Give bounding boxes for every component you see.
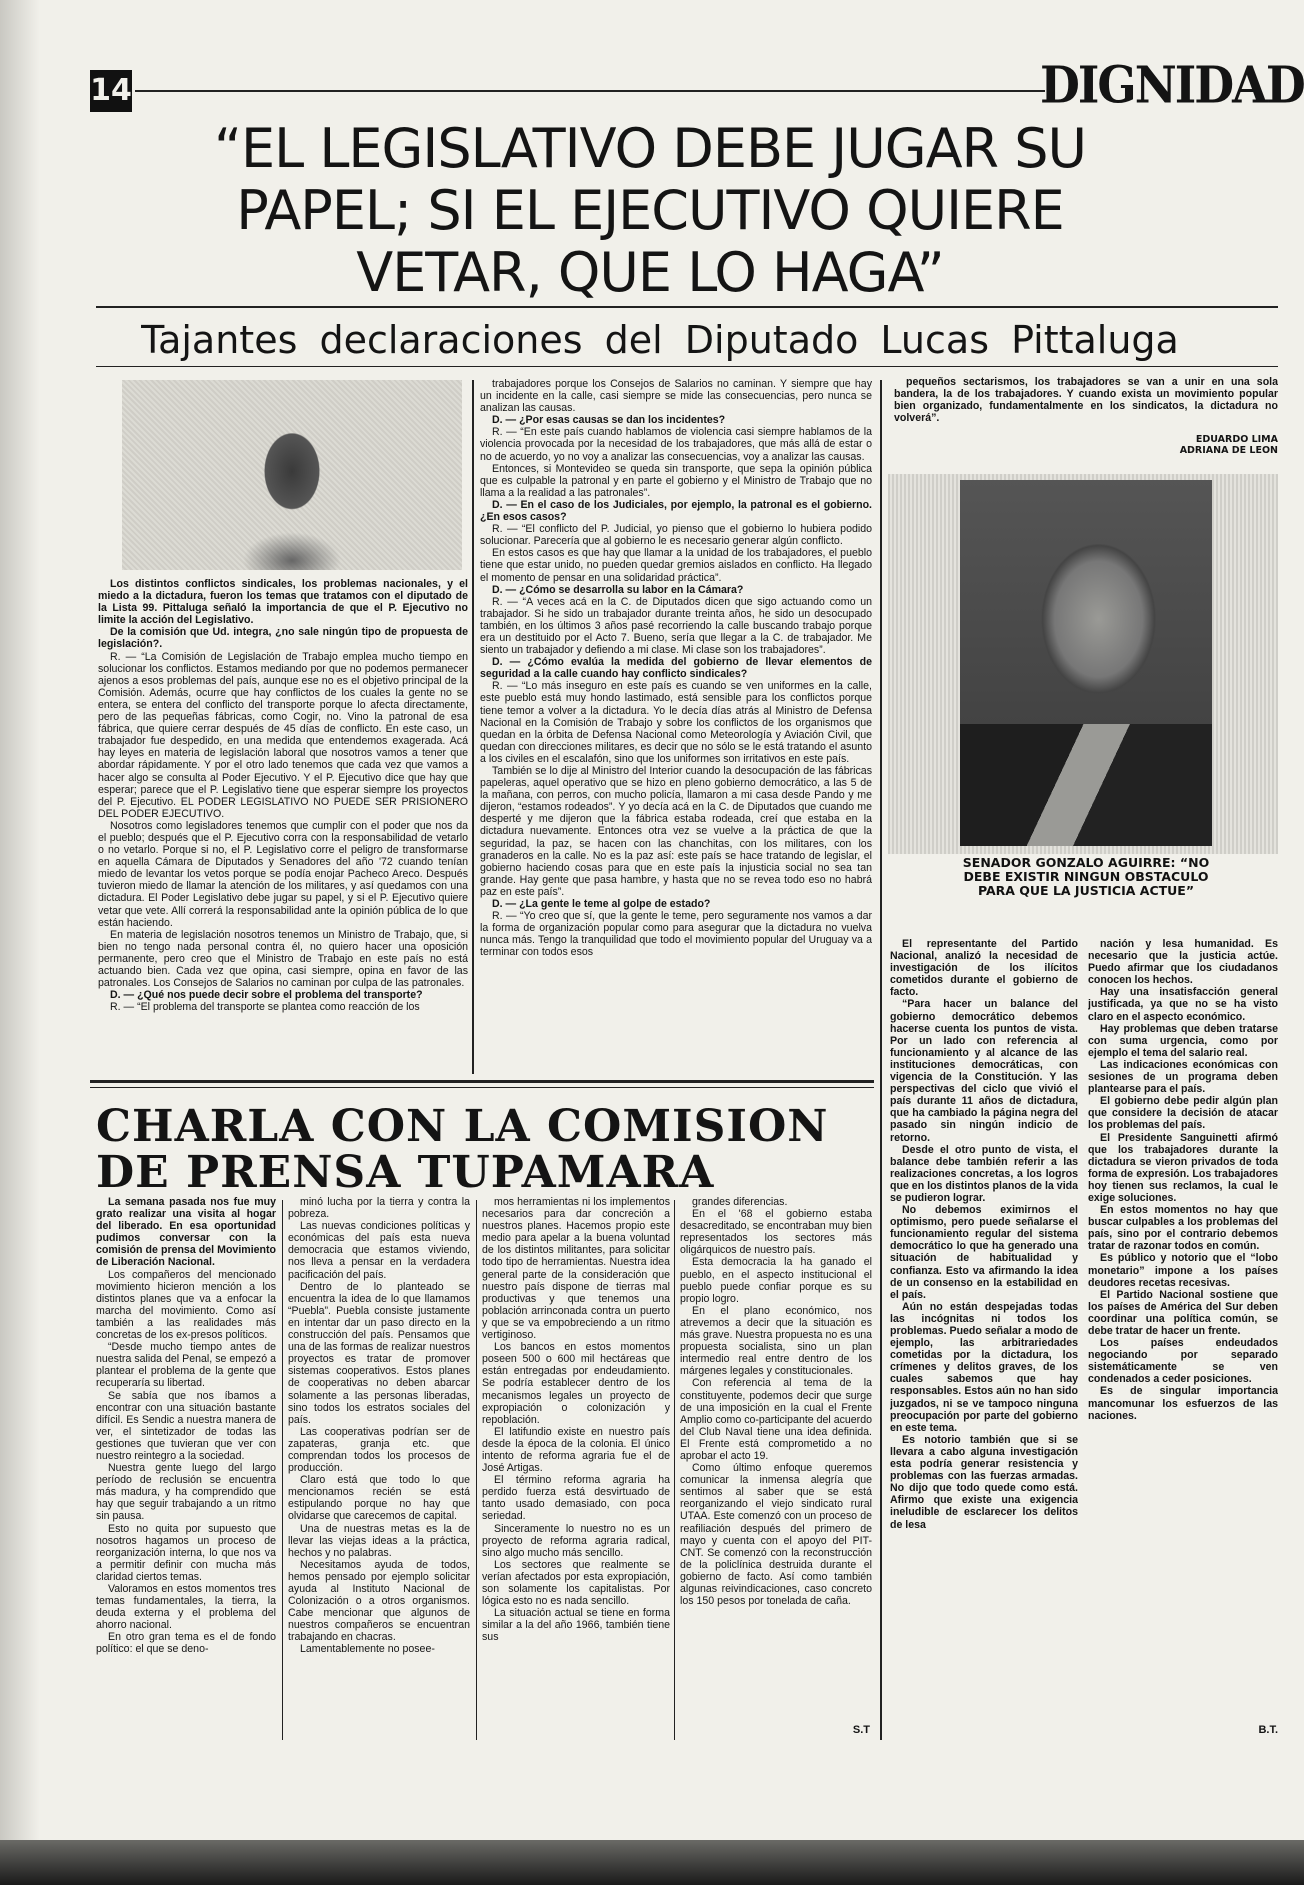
paragraph: Valoramos en estos momentos tres temas fundamentales, la tierra, la deuda externa y el problema del ahorro nacional. [96,1583,276,1632]
column-divider [674,1200,675,1740]
sidebar-column-a [890,938,1078,1740]
column-divider [476,1200,477,1740]
bottom-signature: S.T [852,1724,870,1736]
headline-line: DE PRENSA TUPAMARA [96,1147,715,1198]
headline-line: CHARLA CON LA COMISION [96,1101,829,1152]
paragraph: R. — “En este país cuando hablamos de violencia casi siempre hablamos de la violencia provocada por la necesidad de los trabajadores, que más allá de estar o no de acuerdo, yo no voy a analizar las consecuencias, voy a analizar las causas. [480,426,872,463]
paragraph: Dentro de lo planteado se encuentra la idea de lo que llamamos “Puebla”. Puebla consiste justamente en intentar dar un paso directo en la construcción del país. Pensamos que una de las formas de realizar nuestros proyectos es tratar de promover sistemas cooperativos. Estos planes de cooperativas no deben abarcar solamente a las personas liberadas, sino todos los estratos sociales del país. [288,1280,470,1426]
paragraph: El término reforma agraria ha perdido fuerza está desvirtuado de tanto usado demasiado, con poca seriedad. [482,1474,670,1523]
photo-caption: SENADOR GONZALO AGUIRRE: “NO DEBE EXISTIR NINGUN OBSTACULO PARA QUE LA JUSTICIA ACTUE” [962,855,1210,898]
paragraph: D. — ¿Por esas causas se dan los incidentes? [492,414,726,427]
paragraph: Se sabía que nos íbamos a encontrar con una situación bastante difícil. Es Sendic a nuestra manera de ver, el sintetizador de todas las gestiones que tuvieran que ver con nuestro reintegro a la sociedad. [96,1389,276,1462]
paragraph: R. — “El problema del transporte se plantea como reacción de los [110,1001,420,1014]
header-rule [135,90,1045,92]
byline [1060,434,1278,456]
column-divider [472,380,474,1074]
paragraph: pequeños sectarismos, los trabajadores se van a unir en una sola bandera, la de los trabajadores. Y cuando exista un movimiento popular bien organizado, fundamentalmente en los sindicatos, la dictadura no volverá”. [894,376,1278,425]
headline-line: PAPEL; SI EL EJECUTIVO QUIERE [236,179,1064,242]
paragraph: Hay una insatisfacción general justificada, ya que no se ha visto claro en el aspecto económico. [1088,986,1278,1023]
publication-logo: DIGNIDAD [1040,55,1304,115]
paragraph: Es notorio también que si se llevara a cabo alguna investigación esta podría generar resistencia y problemas con las fuerzas armadas. No dijo que todo quede como está. Afirmo que existe una exigencia ineludible de esclarecer los delitos de lesa [890,1433,1078,1531]
paragraph: En otro gran tema es el de fondo político: el que se deno- [96,1631,276,1656]
bottom-column-4 [680,1196,872,1726]
paragraph: Los distintos conflictos sindicales, los problemas nacionales, y el miedo a la dictadura, fueron los temas que tratamos con el diputado de la Lista 99. Pittaluga señaló la importancia de que el P. Ejecutivo no limite la acción del Legislativo. [98,578,468,627]
paragraph: “Para hacer un balance del gobierno democrático debemos hacerse cuenta los puntos de vista. Por un lado con referencia al funcionamiento y al alcance de las instituciones democráticas, con vigencia de la Constitución. Y las perspectivas del ciclo que vivió el país durante 11 años de dictadura, que ha cambiado la página negra del pasado sin ningún indicio de retorno. [890,998,1078,1144]
paragraph: Nosotros como legisladores tenemos que cumplir con el poder que nos da el pueblo; después que el P. Ejecutivo corra con la responsabilidad de vetarlo o no vetarlo. Porque si no, el P. Legislativo corre el peligro de transformarse en aquella Cámara de Diputados y Senadores del año '72 cuando tenían miedo de levantar los vetos porque se podía enojar Pacheco Areco. Después tuvieron miedo de llamar la atención de los militares, y así quedamos con una dictadura. El Poder Legislativo debe jugar su papel, y si el P. Ejecutivo quiere vetar que vete. Allí correrá la responsabilidad ante la opinión pública de lo que están haciendo. [98,819,468,929]
section-rule [90,1087,874,1088]
paragraph: El gobierno debe pedir algún plan que considere la decisión de atacar los problemas del país. [1088,1095,1278,1132]
headline-rule [96,306,1278,308]
headline-line: VETAR, QUE LO HAGA” [356,241,944,304]
paragraph: Los países endeudados negociando por separado sistemáticamente se ven condenados a ceder posiciones. [1088,1337,1278,1386]
paragraph: No debemos eximirnos el optimismo, pero puede señalarse el funcionamiento regular del sistema democrático lo que ha generado una situación de habitualidad y confianza. Esto va afirmando la idea de un consenso en la estabilidad en el país. [890,1204,1078,1301]
paragraph: El representante del Partido Nacional, analizó la necesidad de investigación de los ilícitos cometidos durante el gobierno de facto. [890,938,1078,999]
main-headline [150,118,1150,304]
paragraph: R. — “La Comisión de Legislación de Trabajo emplea mucho tiempo en solucionar los conflictos. Estamos mediando por que no podemos permanecer ajenos a esos problemas del país, aunque ese no es el objetivo principal de la Comisión. Además, ocurre que hay conflictos de los cuales la gente no se entera, se entera del conflicto del transporte porque lo afecta directamente, pero de las pequeñas fábricas, como Cogir, no. Vino la patronal de esa fábrica, que quiere cerrar después de 45 días de conflicto. En este caso, un trabajador fue despedido, en una medida que entendemos exagerada. Acá hay leyes en materia de legislación laboral que nosotros vamos a tener que abordar rápidamente. Y por el otro lado tenemos que cada vez que vamos a hacer algo se consulta al Poder Ejecutivo. Y el P. Ejecutivo dice que hay que esperar; parece que el P. Legislativo tiene que esperar siempre los proyectos del P. Ejecutivo. EL PODER LEGISLATIVO NO PUEDE SER PRISIONERO DEL PODER EJECUTIVO. [98,650,468,820]
paragraph: R. — “Lo más inseguro en este país es cuando se ven uniformes en la calle, este pueblo está muy hondo lastimado, está sensible para los conflictos porque tiene temor a volver a la dictadura. Yo le decía días atrás al Ministro de Defensa Nacional en la Comisión de Trabajo y sobre los conflictos de los organismos que quedan en la órbita de Defensa Nacional como Meteorología y Aviación Civil, que quedan con direcciones militares, es decir que no sólo se le está tratando el asunto a los civiles en el escalafón, sino que los uniformes son irritativos en este país. [480,680,872,765]
paragraph: En el plano económico, nos atrevemos a decir que la situación es más grave. Nuestra propuesta no es una propuesta socialista, sino un plan intermedio real entre dentro de los márgenes legales y constitucionales. [680,1304,872,1378]
paragraph: Con referencia al tema de la constituyente, podemos decir que surge de una imposición en la cual el Frente Amplio como co-participante del acuerdo del Club Naval tiene una idea definida. El Frente está comprometido a no aprobar el acto 19. [680,1377,872,1462]
paragraph: En estos momentos no hay que buscar culpables a los problemas del país, sino por el contrario debemos tratar de razonar todos en común. [1088,1204,1278,1253]
bottom-headline [96,1101,876,1198]
middle-column-text [480,378,872,1074]
scan-bottom-edge [0,1840,1304,1885]
paragraph: Las indicaciones económicas con sesiones de un programa deben plantearse para el país. [1088,1058,1278,1096]
right-top-text [894,376,1278,436]
paragraph: Una de nuestras metas es la de llevar las viejas ideas a la práctica, hechos y no palabras. [288,1522,470,1559]
paragraph: Lamentablemente no posee- [300,1643,435,1656]
page-number: 14 [90,70,132,112]
left-column-text [98,578,468,1074]
paragraph: El Presidente Sanguinetti afirmó que los trabajadores durante la dictadura se vieron privados de toda forma de expresión. Los trabajadores hoy tienen sus reclamos, la cual le exige soluciones. [1088,1131,1278,1204]
senator-photo [888,474,1278,854]
bottom-column-3 [482,1196,670,1742]
paragraph: R. — “A veces acá en la C. de Diputados dicen que sigo actuando como un trabajador. Si he sido un trabajador durante treinta años, he sido un desocupado también, en los últimos 3 años pasé recorriendo la calle buscando trabajo porque era un destituido por el Acto 7. Bueno, sería que llegar a la C. de trabajador. Me siento un trabajador y defiendo a mi clase. Mi clase son los trabajadores”. [480,595,872,657]
paragraph: Aún no están despejadas todas las incógnitas ni todos los problemas. Puedo señalar a modo de ejemplo, las arbitrariedades cometidas por la dictadura, los crímenes y delitos graves, de los cuales sabemos que hay responsables. Estos aún no han sido juzgados, ni se ve tampoco ninguna preocupación por parte del gobierno en este tema. [890,1300,1078,1434]
paragraph: De la comisión que Ud. integra, ¿no sale ningún tipo de propuesta de legislación?. [98,626,468,651]
paragraph: Los bancos en estos momentos poseen 500 o 600 mil hectáreas que están entregadas por endeudamiento. Se podría establecer dentro de los mecanismos legales un proyecto de expropiación o colonización y repoblación. [482,1341,670,1426]
subtitle-rule [96,366,1278,367]
author-name: ADRIANA DE LEON [1179,445,1278,456]
paragraph: Los sectores que realmente se verían afectados por esta expropiación, son solamente los capitalistas. Por lógica esto no es nada sencillo. [482,1558,670,1608]
paragraph: D. — ¿Cómo evalúa la medida del gobierno de llevar elementos de seguridad a la calle cuando hay conflicto sindicales? [480,656,872,681]
paragraph: Nuestra gente luego del largo período de reclusión se encuentra más madura, y ha comprendido que hay que seguir trabajando a un ritmo sin pausa. [96,1462,276,1523]
bottom-column-2 [288,1196,470,1742]
paragraph: También se lo dije al Ministro del Interior cuando la desocupación de las fábricas papeleras, aquel operativo que se hizo en pleno gobierno democrático, a las 5 de la mañana, con perros, con mucho policía, llamaron a mi casa desde Pando y me dijeron, “estamos rodeados”. Y yo decía acá en la C. de Diputados que cuando me desperté y me dijeron que la fábrica estaba rodeada, creí que estaba en la dictadura nuevamente. Entonces otra vez se vuelve a la práctica de que la seguridad, la paz, se hacen con las chanchitas, con los militares, con los granaderos en la calle. No es la paz así: este país se hace tratando de legislar, el gobierno haciendo cosas para que en este país la injusticia social no sea tan grande. Hay gente que pasa hambre, y hasta que no se revea todo eso no habrá paz en este país”. [480,765,872,898]
sidebar-column-b [1088,938,1278,1724]
section-rule [90,1080,874,1083]
paragraph: Hay problemas que deben tratarse con suma urgencia, como por ejemplo el tema del salario real. [1088,1022,1278,1059]
bottom-column-1 [96,1196,276,1742]
paragraph: En materia de legislación nosotros tenemos un Ministro de Trabajo, que, si bien no tengo nada personal contra él, no quiero hacer una oposición permanente, pero creo que el Ministro de Trabajo en este país no está actuando bien. Cada vez que opina, casi siempre, opina en favor de las patronales. Los Consejos de Salarios no caminan por culpa de las patronales. [98,928,468,990]
paragraph: La semana pasada nos fue muy grato realizar una visita al hogar del liberado. En esa oportunidad pudimos conversar con la comisión de prensa del Movimiento de Liberación Nacional. [96,1196,276,1269]
paragraph: Esto no quita por supuesto que nosotros hagamos un proceso de reorganización interna, lo que nos va a permitir definir con mucha más claridad ciertos temas. [96,1522,276,1583]
paragraph: Es de singular importancia mancomunar los esfuerzos de las naciones. [1088,1385,1278,1422]
paragraph: Sinceramente lo nuestro no es un proyecto de reforma agraria radical, sino algo mucho más sencillo. [482,1522,670,1559]
paragraph: trabajadores porque los Consejos de Salarios no caminan. Y siempre que hay un incidente en la calle, casi siempre se mide las consecuencias, pero nunca se analizan las causas. [480,378,872,415]
paragraph: nación y lesa humanidad. Es necesario que la justicia actúe. Puedo afirmar que los ciudadanos conocen los hechos. [1088,938,1278,987]
author-name: EDUARDO LIMA [1195,434,1278,445]
paragraph: El Partido Nacional sostiene que los países de América del Sur deben coordinar una política común, se debe tratar de hacer un frente. [1088,1288,1278,1337]
scan-edge-shadow [0,0,40,1885]
paragraph: Desde el otro punto de vista, el balance debe también referir a las realizaciones concretas, a los logros que en los distintos planos de la vida se pudieron lograr. [890,1143,1078,1204]
paragraph: mos herramientas ni los implementos necesarios para dar concreción a nuestros planes. Hacemos propio este medio para apelar a la buena voluntad de los distintos militantes, para solicitar todo tipo de herramientas. Nuestra idea general parte de la consideración que nuestro país dispone de tierras mal productivas y que tenemos una población arrinconada contra un puerto y que se va empobreciendo a un ritmo vertiginoso. [482,1196,670,1342]
paragraph: El latifundio existe en nuestro país desde la época de la colonia. El único intento de reforma agraria fue el de José Artigas. [482,1425,670,1475]
paragraph: Las nuevas condiciones políticas y económicas del país esta nueva democracia que estamos viviendo, nos lleva a pensar en la verdadera pacificación del país. [288,1220,470,1281]
headline-line: “EL LEGISLATIVO DEBE JUGAR SU [214,117,1086,180]
paragraph: R. — “Yo creo que sí, que la gente le teme, pero seguramente nos vamos a dar la forma de organización popular como para asegurar que la dictadura no vuelva nunca más. Tengo la tranquilidad que todo el movimiento popular del Uruguay va a terminar con todos esos [480,910,872,959]
sidebar-signature: B.T. [1258,1724,1278,1736]
paragraph: La situación actual se tiene en forma similar a la del año 1966, también tiene sus [482,1607,670,1644]
deputy-portrait-photo [122,380,462,570]
senator-suit [960,724,1212,846]
paragraph: Necesitamos ayuda de todos, hemos pensado por ejemplo solicitar ayuda al Instituto Nacional de Colonización o a otros organismos. Cabe mencionar que algunos de nuestros compañeros se encuentran trabajando en chacras. [288,1558,470,1644]
paragraph: D. — En el caso de los Judiciales, por ejemplo, la patronal es el gobierno. ¿En esos casos? [480,498,872,524]
paragraph: Esta democracia la ha ganado el pueblo, en el aspecto institucional el pueblo puede confiar porque es su propio logro. [680,1256,872,1305]
paragraph: En estos casos es que hay que llamar a la unidad de los trabajadores, el pueblo tiene que estar unido, no pueden quedar gremios aislados en conflicto. Ha llegado el momento de pensar en una solidaridad práctica”. [480,547,872,584]
paragraph: Las cooperativas podrían ser de zapateras, granja etc. que comprendan todos los procesos de producción. [288,1425,470,1475]
paragraph: Los compañeros del mencionado movimiento hicieron mención a los distintos planes que va a enfocar la marcha del movimiento. Como así también a las realidades más concretas de los ex-presos políticos. [96,1268,276,1342]
paragraph: Como último enfoque queremos comunicar la inmensa alegría que sentimos al saber que se está reorganizando el viejo sindicato rural UTAA. Este comenzó con un proceso de reafiliación después del primero de mayo y cuenta con el apoyo del PIT-CNT. Se comenzó con la reconstrucción de la policlínica destruida durante el gobierno de facto. Así como también algunas reivindicaciones, caso concreto los 150 pesos por tonelada de caña. [680,1462,872,1608]
paragraph: En el '68 el gobierno estaba desacreditado, se encontraban muy bien representados los sectores más oligárquicos de nuestro país. [680,1208,872,1257]
paragraph: “Desde mucho tiempo antes de nuestra salida del Penal, se empezó a plantear el problema de la gente que recuperaría su libertad. [96,1341,276,1390]
paragraph: Entonces, si Montevideo se queda sin transporte, que sepa la opinión pública que es culpable la patronal y en parte el gobierno y el Ministro de Trabajo que no llama a la realidad a las patronales”. [480,462,872,499]
paragraph: D. — ¿Cómo se desarrolla su labor en la Cámara? [492,583,744,596]
column-divider [880,380,882,1740]
paragraph: minó lucha por la tierra y contra la pobreza. [288,1196,470,1221]
paragraph: D. — ¿Qué nos puede decir sobre el problema del transporte? [110,989,423,1002]
paragraph: grandes diferencias. [692,1196,788,1208]
paragraph: D. — ¿La gente le teme al golpe de estado? [492,898,711,911]
paragraph: Claro está que todo lo que mencionamos recién se está estipulando porque no hay que olvidarse que carecemos de capital. [288,1474,470,1523]
subtitle: Tajantes declaraciones del Diputado Lucas Pittaluga [141,318,1179,362]
paragraph: Es público y notorio que el “lobo monetario” impone a los países deudores recetas recesivas. [1088,1252,1278,1289]
paragraph: R. — “El conflicto del P. Judicial, yo pienso que el gobierno lo hubiera podido solucionar. Parecería que al gobierno le es necesario generar algún conflicto. [480,523,872,548]
column-divider [282,1200,283,1740]
